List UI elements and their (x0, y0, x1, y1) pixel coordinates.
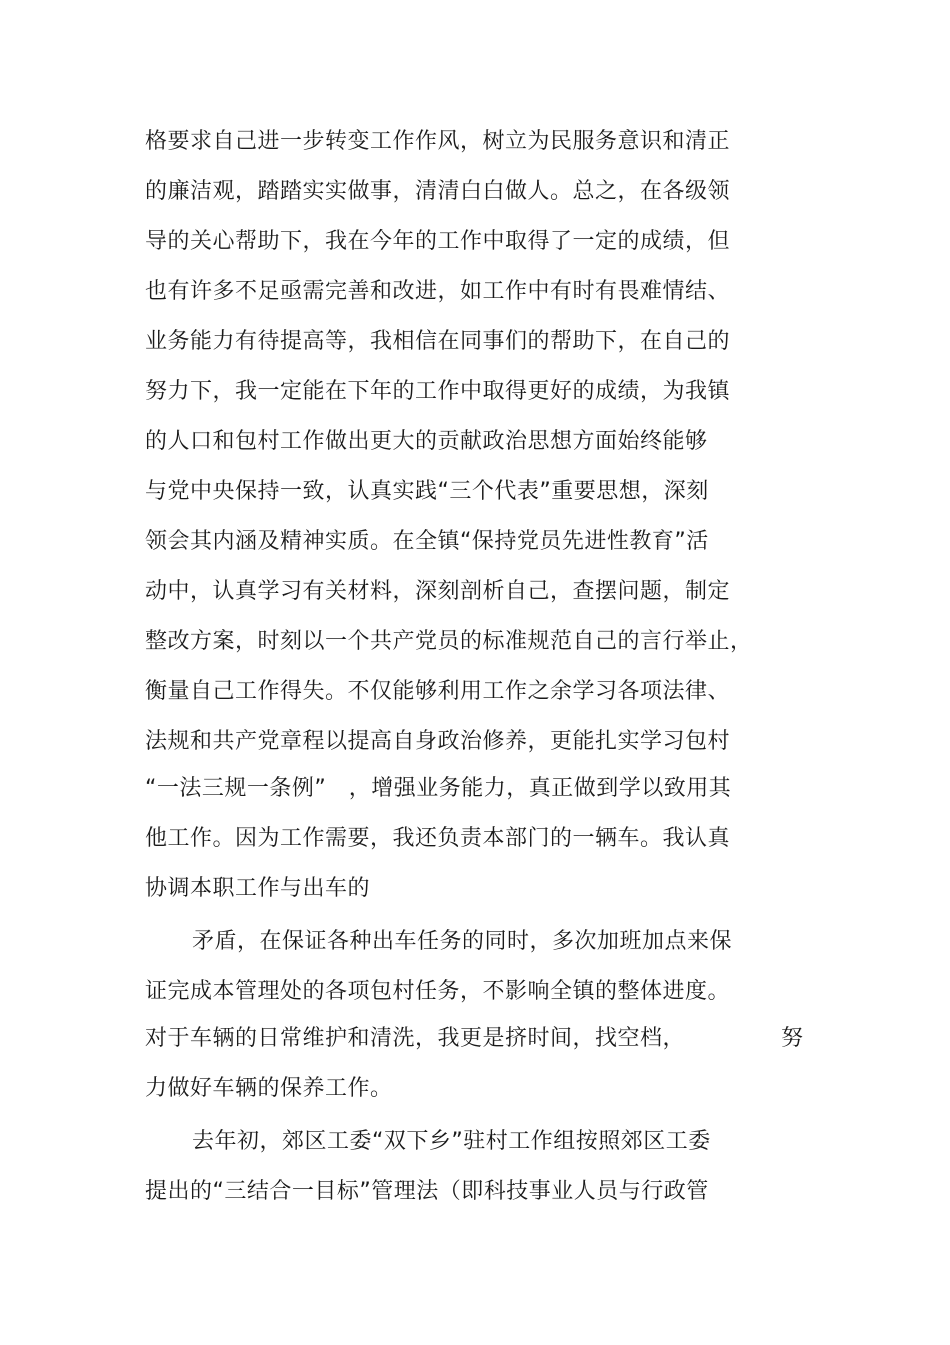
text-line: 力做好车辆的保养工作。 (145, 1076, 393, 1101)
text-line: 努力下，我一定能在下年的工作中取得更好的成绩，为我镇 (145, 379, 731, 404)
text-line: 提出的“三结合一目标”管理法（即科技事业人员与行政管 (145, 1179, 709, 1204)
text-line: 他工作。因为工作需要，我还负责本部门的一辆车。我认真 (145, 826, 731, 851)
text-fragment: 努 (781, 1026, 804, 1051)
text-line: 去年初，郊区工委“双下乡”驻村工作组按照郊区工委 (192, 1129, 711, 1154)
text-line: 领会其内涵及精神实质。在全镇“保持党员先进性教育”活 (145, 529, 709, 554)
text-line: 导的关心帮助下，我在今年的工作中取得了一定的成绩，但 (145, 229, 731, 254)
text-line: 格要求自己进一步转变工作作风，树立为民服务意识和清正 (145, 129, 731, 154)
text-line: 整改方案，时刻以一个共产党员的标准规范自己的言行举止， (145, 629, 753, 654)
text-line: “一法三规一条例” ，增强业务能力，真正做到学以致用其 (145, 776, 732, 801)
text-line: 也有许多不足亟需完善和改进，如工作中有时有畏难情结、 (145, 279, 731, 304)
text-line: 对于车辆的日常维护和清洗，我更是挤时间，找空档， (145, 1026, 686, 1051)
text-line: 矛盾，在保证各种出车任务的同时，多次加班加点来保 (192, 929, 733, 954)
text-line: 法规和共产党章程以提高自身政治修养，更能扎实学习包村 (145, 729, 731, 754)
text-line: 与党中央保持一致，认真实践“三个代表”重要思想，深刻 (145, 479, 709, 504)
text-line: 的廉洁观，踏踏实实做事，清清白白做人。总之，在各级领 (145, 179, 731, 204)
text-line: 的人口和包村工作做出更大的贡献政治思想方面始终能够 (145, 429, 708, 454)
text-line: 协调本职工作与出车的 (145, 876, 371, 901)
text-line: 业务能力有待提高等，我相信在同事们的帮助下，在自己的 (145, 329, 731, 354)
text-line: 动中，认真学习有关材料，深刻剖析自己，查摆问题，制定 (145, 579, 731, 604)
text-line: 衡量自己工作得失。不仅能够利用工作之余学习各项法律、 (145, 679, 731, 704)
text-line: 证完成本管理处的各项包村任务，不影响全镇的整体进度。 (145, 979, 731, 1004)
